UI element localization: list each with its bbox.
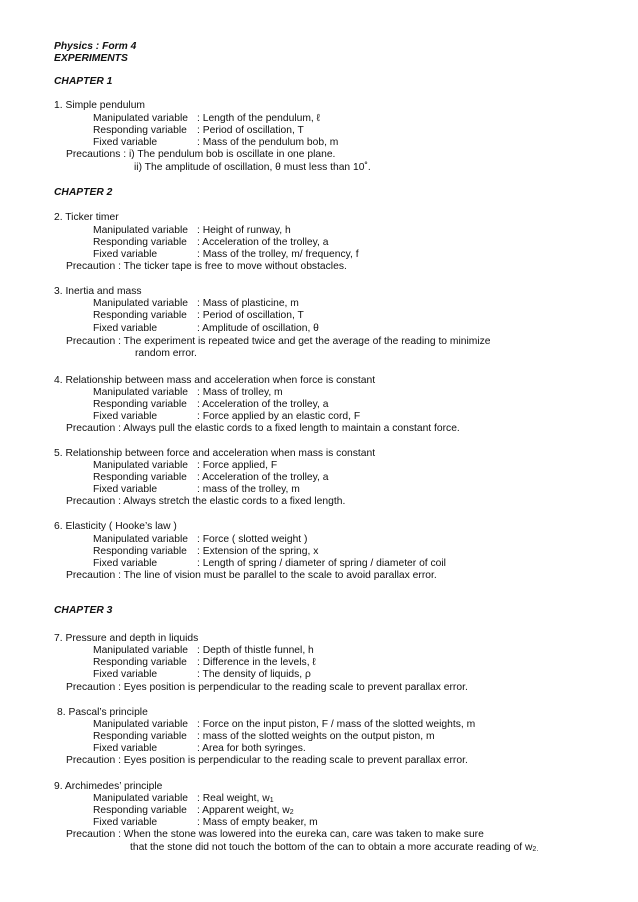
experiment-1-title: 1. Simple pendulum <box>54 100 146 111</box>
experiment-8-precaution: Precaution : Eyes position is perpendicular to the reading scale to prevent parallax error. <box>66 755 468 766</box>
experiment-5-fixed: Fixed variable : mass of the trolley, m <box>93 484 300 495</box>
experiment-9-fixed: Fixed variable : Mass of empty beaker, m <box>93 817 318 828</box>
experiment-3-title: 3. Inertia and mass <box>54 286 142 297</box>
experiment-8-responding: Responding variable : mass of the slotted weights on the output piston, m <box>93 731 435 742</box>
header-subject: Physics : Form 4 <box>54 41 137 52</box>
experiment-7-responding: Responding variable : Difference in the levels, ℓ <box>93 657 316 668</box>
experiment-4-manipulated: Manipulated variable : Mass of trolley, m <box>93 387 283 398</box>
header-title: EXPERIMENTS <box>54 53 128 64</box>
experiment-4-responding: Responding variable : Acceleration of the trolley, a <box>93 399 329 410</box>
experiment-6-responding: Responding variable : Extension of the spring, x <box>93 546 319 557</box>
experiment-2-manipulated: Manipulated variable : Height of runway, h <box>93 225 291 236</box>
experiment-1-precaution: Precautions : i) The pendulum bob is oscillate in one plane. <box>66 149 336 160</box>
experiment-2-fixed: Fixed variable : Mass of the trolley, m/ frequency, f <box>93 249 359 260</box>
experiment-5-precaution: Precaution : Always stretch the elastic cords to a fixed length. <box>66 496 346 507</box>
experiment-7-title: 7. Pressure and depth in liquids <box>54 633 199 644</box>
experiment-7-precaution: Precaution : Eyes position is perpendicular to the reading scale to prevent parallax error. <box>66 682 468 693</box>
experiment-7-fixed: Fixed variable : The density of liquids, ρ <box>93 669 311 680</box>
chapter-2-heading: CHAPTER 2 <box>54 187 113 198</box>
experiment-3-fixed: Fixed variable : Amplitude of oscillation, θ <box>93 323 319 334</box>
experiment-8-title: 8. Pascal’s principle <box>57 707 148 718</box>
experiment-2-title: 2. Ticker timer <box>54 212 119 223</box>
experiment-4-precaution: Precaution : Always pull the elastic cords to a fixed length to maintain a constant force. <box>66 423 460 434</box>
experiment-2-responding: Responding variable : Acceleration of the trolley, a <box>93 237 329 248</box>
experiment-1-responding: Responding variable : Period of oscillation, T <box>93 125 304 136</box>
experiment-4-title: 4. Relationship between mass and acceleration when force is constant <box>54 375 376 386</box>
experiment-1-manipulated: Manipulated variable : Length of the pendulum, ℓ <box>93 113 320 124</box>
experiment-1-fixed: Fixed variable : Mass of the pendulum bob, m <box>93 137 339 148</box>
experiment-3-precaution-2: random error. <box>135 348 197 359</box>
experiment-5-title: 5. Relationship between force and acceleration when mass is constant <box>54 448 376 459</box>
experiment-6-title: 6. Elasticity ( Hooke’s law ) <box>54 521 177 532</box>
experiment-3-responding: Responding variable : Period of oscillation, T <box>93 310 304 321</box>
experiment-6-fixed: Fixed variable : Length of spring / diameter of spring / diameter of coil <box>93 558 446 569</box>
experiment-3-precaution: Precaution : The experiment is repeated twice and get the average of the reading to minimize <box>66 336 491 347</box>
experiment-3-manipulated: Manipulated variable : Mass of plasticine, m <box>93 298 299 309</box>
experiment-6-manipulated: Manipulated variable : Force ( slotted weight ) <box>93 534 308 545</box>
experiment-5-responding: Responding variable : Acceleration of the trolley, a <box>93 472 329 483</box>
experiment-9-responding: Responding variable : Apparent weight, $w_2$ <box>93 805 294 816</box>
experiment-9-title: 9. Archimedes’ principle <box>54 781 163 792</box>
experiment-9-precaution-2: that the stone did not touch the bottom of the can to obtain a more accurate reading of $w_{2.}$ <box>130 842 539 853</box>
experiment-8-fixed: Fixed variable : Area for both syringes. <box>93 743 306 754</box>
chapter-3-heading: CHAPTER 3 <box>54 605 113 616</box>
chapter-1-heading: CHAPTER 1 <box>54 76 113 87</box>
experiment-6-precaution: Precaution : The line of vision must be parallel to the scale to avoid parallax error. <box>66 570 437 581</box>
experiment-2-precaution: Precaution : The ticker tape is free to move without obstacles. <box>66 261 347 272</box>
experiment-7-manipulated: Manipulated variable : Depth of thistle funnel, h <box>93 645 314 656</box>
experiment-5-manipulated: Manipulated variable : Force applied, F <box>93 460 278 471</box>
experiment-8-manipulated: Manipulated variable : Force on the input piston, F / mass of the slotted weights, m <box>93 719 476 730</box>
experiment-1-precaution-2: ii) The amplitude of oscillation, θ must less than 10˚. <box>134 162 371 173</box>
experiment-4-fixed: Fixed variable : Force applied by an elastic cord, F <box>93 411 361 422</box>
experiment-9-precaution: Precaution : When the stone was lowered into the eureka can, care was taken to make sure <box>66 829 484 840</box>
experiment-9-manipulated: Manipulated variable : Real weight, $w_1$ <box>93 793 274 804</box>
